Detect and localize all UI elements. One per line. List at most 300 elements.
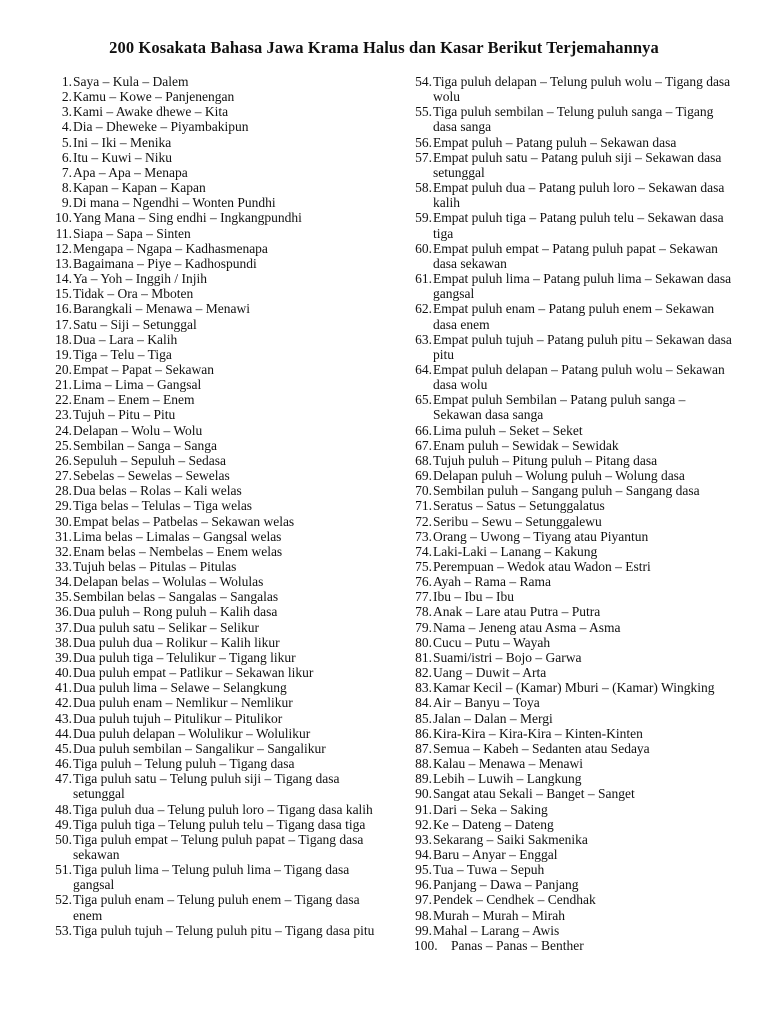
item-text: Delapan – Wolu – Wolu <box>73 422 203 438</box>
item-number: 36. <box>55 604 72 620</box>
item-number: 62. <box>415 301 432 317</box>
item-text: Tiga puluh delapan – Telung puluh wolu – Tigang dasa wolu <box>433 74 731 105</box>
list-item <box>414 301 732 331</box>
list-item <box>414 938 732 953</box>
list-item <box>414 74 732 104</box>
list-item <box>52 453 382 468</box>
item-number: 50. <box>55 831 72 847</box>
list-item <box>52 483 382 498</box>
item-number: 30. <box>55 513 72 529</box>
item-text: Apa – Apa – Menapa <box>73 164 188 180</box>
item-text: Tiga puluh satu – Telung puluh siji – Tigang dasa setunggal <box>73 771 340 802</box>
item-text: Dari – Seka – Saking <box>433 801 548 817</box>
list-item <box>414 695 732 710</box>
item-text: Empat belas – Patbelas – Sekawan welas <box>73 513 295 529</box>
item-number: 73. <box>415 528 432 544</box>
item-number: 93. <box>415 831 432 847</box>
item-text: Dua puluh tujuh – Pitulikur – Pitulikor <box>73 710 283 726</box>
item-number: 9. <box>61 195 72 211</box>
item-number: 92. <box>415 816 432 832</box>
list-item <box>52 226 382 241</box>
list-item <box>414 786 732 801</box>
list-item <box>52 892 382 922</box>
item-number: 16. <box>55 301 72 317</box>
item-number: 88. <box>415 756 432 772</box>
item-text: Tiga – Telu – Tiga <box>73 346 172 362</box>
item-text: Tiga puluh tiga – Telung puluh telu – Tigang dasa tiga <box>73 816 366 832</box>
list-item <box>52 498 382 513</box>
item-text: Tujuh belas – Pitulas – Pitulas <box>73 559 237 574</box>
item-text: Tiga puluh tujuh – Telung puluh pitu – Tigang dasa pitu <box>73 922 375 938</box>
item-number: 39. <box>55 649 72 665</box>
item-number: 11. <box>55 225 72 241</box>
list-item <box>414 559 732 574</box>
item-text: Tiga puluh lima – Telung puluh lima – Tigang dasa gangsal <box>73 862 350 893</box>
item-text: Sekarang – Saiki Sakmenika <box>433 831 588 847</box>
list-item <box>414 604 732 619</box>
item-number: 63. <box>415 331 432 347</box>
list-item <box>52 468 382 483</box>
list-item <box>52 438 382 453</box>
list-item <box>414 665 732 680</box>
item-number: 78. <box>415 604 432 620</box>
list-item <box>414 271 732 301</box>
item-number: 41. <box>55 680 72 696</box>
item-text: Dua puluh satu – Selikar – Selikur <box>73 619 259 635</box>
list-item <box>52 711 382 726</box>
item-number: 70. <box>415 483 432 499</box>
item-number: 38. <box>55 634 72 650</box>
item-text: Tiga puluh empat – Telung puluh papat – Tigang dasa sekawan <box>73 831 364 862</box>
item-text: Dua puluh empat – Patlikur – Sekawan likur <box>73 665 314 681</box>
list-item <box>52 256 382 271</box>
item-number: 33. <box>55 559 72 574</box>
item-text: Laki-Laki – Lanang – Kakung <box>433 543 598 559</box>
item-number: 76. <box>415 574 432 590</box>
list-item <box>52 301 382 316</box>
list-item <box>52 392 382 407</box>
item-number: 15. <box>55 286 72 302</box>
list-item <box>414 362 732 392</box>
item-number: 72. <box>415 513 432 529</box>
item-text: Empat puluh enam – Patang puluh enem – Sekawan dasa enem <box>433 301 715 332</box>
list-item <box>52 135 382 150</box>
item-number: 94. <box>415 846 432 862</box>
list-item <box>52 574 382 589</box>
item-number: 67. <box>415 437 432 453</box>
item-text: Dua puluh delapan – Wolulikur – Wolulikur <box>73 725 311 741</box>
list-item <box>52 650 382 665</box>
item-number: 48. <box>55 801 72 817</box>
item-number: 8. <box>61 180 72 196</box>
item-text: Tiga belas – Telulas – Tiga welas <box>73 498 253 514</box>
item-number: 34. <box>55 574 72 590</box>
item-number: 84. <box>415 695 432 711</box>
list-item <box>52 377 382 392</box>
item-number: 10. <box>55 210 72 226</box>
item-number: 82. <box>415 665 432 681</box>
item-number: 13. <box>55 255 72 271</box>
item-number: 28. <box>55 483 72 499</box>
item-text: Enam – Enem – Enem <box>73 392 195 408</box>
list-item <box>52 802 382 817</box>
list-item <box>414 892 732 907</box>
item-number: 96. <box>415 877 432 893</box>
item-number: 18. <box>55 331 72 347</box>
list-item <box>52 241 382 256</box>
list-item <box>52 665 382 680</box>
item-number: 61. <box>415 271 432 287</box>
item-number: 12. <box>55 240 72 256</box>
item-number: 44. <box>55 725 72 741</box>
item-number: 21. <box>55 377 72 393</box>
item-number: 40. <box>55 665 72 681</box>
item-text: Dua puluh – Rong puluh – Kalih dasa <box>73 604 278 620</box>
item-text: Delapan puluh – Wolung puluh – Wolung dasa <box>433 468 685 484</box>
item-number: 64. <box>415 361 432 377</box>
list-item <box>414 817 732 832</box>
list-item <box>414 514 732 529</box>
item-number: 86. <box>415 725 432 741</box>
list-item <box>52 741 382 756</box>
list-item <box>52 195 382 210</box>
list-item <box>52 680 382 695</box>
list-item <box>52 529 382 544</box>
list-item <box>414 135 732 150</box>
item-text: Tiga puluh – Telung puluh – Tigang dasa <box>73 756 295 772</box>
item-number: 56. <box>415 134 432 150</box>
item-text: Tujuh – Pitu – Pitu <box>73 407 176 423</box>
item-text: Suami/istri – Bojo – Garwa <box>433 649 582 665</box>
item-text: Seratus – Satus – Setunggalatus <box>433 498 605 514</box>
list-item <box>52 832 382 862</box>
item-text: Ayah – Rama – Rama <box>433 574 551 590</box>
list-item <box>52 559 382 574</box>
item-number: 23. <box>55 407 72 423</box>
item-number: 55. <box>415 104 432 120</box>
list-item <box>52 604 382 619</box>
item-number: 80. <box>415 634 432 650</box>
list-item <box>414 498 732 513</box>
list-item <box>52 74 382 89</box>
list-item <box>52 726 382 741</box>
item-text: Nama – Jeneng atau Asma – Asma <box>433 619 621 635</box>
item-number: 87. <box>415 740 432 756</box>
item-number: 24. <box>55 422 72 438</box>
item-text: Anak – Lare atau Putra – Putra <box>433 604 601 620</box>
list-item <box>52 620 382 635</box>
item-text: Panas – Panas – Benther <box>451 937 584 953</box>
list-item <box>52 271 382 286</box>
list-item <box>52 150 382 165</box>
list-item <box>414 438 732 453</box>
item-text: Empat puluh tiga – Patang puluh telu – Sekawan dasa tiga <box>433 210 724 241</box>
list-item <box>414 180 732 210</box>
list-item <box>414 529 732 544</box>
item-number: 53. <box>55 922 72 938</box>
item-number: 46. <box>55 756 72 772</box>
list-item <box>52 771 382 801</box>
item-number: 14. <box>55 271 72 287</box>
item-number: 35. <box>55 589 72 605</box>
item-number: 5. <box>61 134 72 150</box>
list-item <box>414 332 732 362</box>
list-item <box>414 802 732 817</box>
item-text: Pendek – Cendhek – Cendhak <box>433 892 596 908</box>
list-item <box>414 635 732 650</box>
item-text: Cucu – Putu – Wayah <box>433 634 551 650</box>
item-number: 26. <box>55 452 72 468</box>
list-item <box>52 362 382 377</box>
item-text: Sembilan – Sanga – Sanga <box>73 437 217 453</box>
list-item <box>414 544 732 559</box>
item-number: 4. <box>61 119 72 135</box>
item-number: 71. <box>415 498 432 514</box>
item-text: Sepuluh – Sepuluh – Sedasa <box>73 452 226 468</box>
item-text: Tiga puluh dua – Telung puluh loro – Tigang dasa kalih <box>73 801 373 817</box>
item-text: Ke – Dateng – Dateng <box>433 816 554 832</box>
list-item <box>52 180 382 195</box>
item-text: Ini – Iki – Menika <box>73 134 172 150</box>
item-text: Sembilan puluh – Sangang puluh – Sangang dasa <box>433 483 700 499</box>
item-text: Di mana – Ngendhi – Wonten Pundhi <box>73 195 276 211</box>
list-item <box>52 423 382 438</box>
item-text: Empat puluh Sembilan – Patang puluh sanga – Sekawan dasa sanga <box>433 392 686 423</box>
item-text: Kira-Kira – Kira-Kira – Kinten-Kinten <box>433 725 643 741</box>
word-list-left <box>52 74 382 938</box>
item-number: 51. <box>55 862 72 878</box>
item-text: Uang – Duwit – Arta <box>433 665 547 681</box>
item-text: Empat puluh – Patang puluh – Sekawan dasa <box>433 134 677 150</box>
item-number: 68. <box>415 452 432 468</box>
word-list-right <box>414 74 732 953</box>
item-number: 79. <box>415 619 432 635</box>
item-number: 98. <box>415 907 432 923</box>
item-number: 85. <box>415 710 432 726</box>
list-item <box>52 544 382 559</box>
item-number: 29. <box>55 498 72 514</box>
list-item <box>52 165 382 180</box>
list-item <box>414 847 732 862</box>
item-number: 75. <box>415 559 432 574</box>
item-number: 47. <box>55 771 72 787</box>
item-text: Dua puluh dua – Rolikur – Kalih likur <box>73 634 280 650</box>
item-number: 58. <box>415 180 432 196</box>
item-text: Empat puluh tujuh – Patang puluh pitu – Sekawan dasa pitu <box>433 331 732 362</box>
item-text: Kapan – Kapan – Kapan <box>73 180 206 196</box>
item-text: Empat puluh lima – Patang puluh lima – Sekawan dasa gangsal <box>433 271 732 302</box>
item-number: 42. <box>55 695 72 711</box>
list-item <box>414 210 732 240</box>
item-text: Seribu – Sewu – Setunggalewu <box>433 513 602 529</box>
list-item <box>414 741 732 756</box>
item-number: 3. <box>61 104 72 120</box>
list-item <box>52 119 382 134</box>
item-text: Bagaimana – Piye – Kadhospundi <box>73 255 257 271</box>
item-number: 17. <box>55 316 72 332</box>
item-text: Kamar Kecil – (Kamar) Mburi – (Kamar) Wingking <box>433 680 715 696</box>
item-text: Sembilan belas – Sangalas – Sangalas <box>73 589 279 605</box>
item-text: Dua – Lara – Kalih <box>73 331 178 347</box>
item-number: 43. <box>55 710 72 726</box>
item-number: 99. <box>415 922 432 938</box>
list-item <box>414 711 732 726</box>
list-item <box>414 680 732 695</box>
list-item <box>52 89 382 104</box>
list-item <box>414 150 732 180</box>
item-number: 6. <box>61 149 72 165</box>
list-item <box>414 468 732 483</box>
list-item <box>52 332 382 347</box>
item-number: 37. <box>55 619 72 635</box>
item-text: Dua puluh tiga – Telulikur – Tigang likur <box>73 649 296 665</box>
item-text: Ibu – Ibu – Ibu <box>433 589 514 605</box>
item-number: 60. <box>415 240 432 256</box>
list-item <box>52 286 382 301</box>
item-number: 32. <box>55 543 72 559</box>
list-item <box>414 620 732 635</box>
item-number: 57. <box>415 149 432 165</box>
item-number: 83. <box>415 680 432 696</box>
item-number: 27. <box>55 468 72 484</box>
item-text: Lebih – Luwih – Langkung <box>433 771 582 787</box>
item-text: Empat puluh dua – Patang puluh loro – Sekawan dasa kalih <box>433 180 725 211</box>
item-text: Tidak – Ora – Mboten <box>73 286 194 302</box>
list-item <box>52 635 382 650</box>
item-number: 49. <box>55 816 72 832</box>
item-text: Empat puluh satu – Patang puluh siji – Sekawan dasa setunggal <box>433 149 722 180</box>
item-number: 100. <box>414 937 438 953</box>
item-text: Orang – Uwong – Tiyang atau Piyantun <box>433 528 649 544</box>
list-item <box>414 756 732 771</box>
item-text: Jalan – Dalan – Mergi <box>433 710 553 726</box>
item-text: Dua puluh enam – Nemlikur – Nemlikur <box>73 695 293 711</box>
item-text: Kami – Awake dhewe – Kita <box>73 104 229 120</box>
list-item <box>414 908 732 923</box>
list-item <box>414 771 732 786</box>
item-text: Enam puluh – Sewidak – Sewidak <box>433 437 619 453</box>
list-item <box>414 423 732 438</box>
item-number: 22. <box>55 392 72 408</box>
list-item <box>52 923 382 938</box>
list-item <box>414 923 732 938</box>
item-text: Empat puluh empat – Patang puluh papat – Sekawan dasa sekawan <box>433 240 718 271</box>
item-text: Murah – Murah – Mirah <box>433 907 565 923</box>
item-text: Dua belas – Rolas – Kali welas <box>73 483 242 499</box>
item-text: Tiga puluh sembilan – Telung puluh sanga – Tigang dasa sanga <box>433 104 714 135</box>
item-text: Mengapa – Ngapa – Kadhasmenapa <box>73 240 268 256</box>
item-text: Kamu – Kowe – Panjenengan <box>73 89 235 105</box>
item-number: 89. <box>415 771 432 787</box>
item-number: 81. <box>415 649 432 665</box>
list-item <box>414 104 732 134</box>
list-item <box>414 483 732 498</box>
item-number: 7. <box>61 164 72 180</box>
item-number: 54. <box>415 74 432 89</box>
list-item <box>52 317 382 332</box>
list-item <box>52 756 382 771</box>
item-text: Lima – Lima – Gangsal <box>73 377 202 393</box>
item-text: Siapa – Sapa – Sinten <box>73 225 191 241</box>
list-item <box>414 862 732 877</box>
list-item <box>52 210 382 225</box>
item-text: Perempuan – Wedok atau Wadon – Estri <box>433 559 651 574</box>
item-text: Semua – Kabeh – Sedanten atau Sedaya <box>433 740 650 756</box>
list-item <box>414 832 732 847</box>
item-text: Empat puluh delapan – Patang puluh wolu – Sekawan dasa wolu <box>433 361 725 393</box>
page-title: 200 Kosakata Bahasa Jawa Krama Halus dan Kasar Berikut Terjemahannya <box>109 38 659 57</box>
item-text: Saya – Kula – Dalem <box>73 74 189 89</box>
item-text: Mahal – Larang – Awis <box>433 922 560 938</box>
item-text: Delapan belas – Wolulas – Wolulas <box>73 574 264 590</box>
item-text: Kalau – Menawa – Menawi <box>433 756 583 772</box>
list-item <box>52 862 382 892</box>
item-text: Sangat atau Sekali – Banget – Sanget <box>433 786 635 802</box>
item-text: Dia – Dheweke – Piyambakipun <box>73 119 249 135</box>
item-number: 69. <box>415 468 432 484</box>
list-item <box>414 877 732 892</box>
item-number: 74. <box>415 543 432 559</box>
item-text: Tujuh puluh – Pitung puluh – Pitang dasa <box>433 452 658 468</box>
list-item <box>52 347 382 362</box>
list-item <box>52 695 382 710</box>
item-number: 97. <box>415 892 432 908</box>
item-number: 1. <box>61 74 72 89</box>
item-number: 45. <box>55 740 72 756</box>
item-text: Barangkali – Menawa – Menawi <box>73 301 250 317</box>
item-text: Tua – Tuwa – Sepuh <box>433 862 545 878</box>
item-number: 20. <box>55 361 72 377</box>
item-number: 77. <box>415 589 432 605</box>
item-text: Enam belas – Nembelas – Enem welas <box>73 543 283 559</box>
item-number: 66. <box>415 422 432 438</box>
item-text: Dua puluh lima – Selawe – Selangkung <box>73 680 287 696</box>
list-item <box>414 726 732 741</box>
item-text: Baru – Anyar – Enggal <box>433 846 558 862</box>
list-item <box>414 392 732 422</box>
list-item <box>414 650 732 665</box>
item-number: 95. <box>415 862 432 878</box>
item-text: Tiga puluh enam – Telung puluh enem – Tigang dasa enem <box>73 892 360 923</box>
list-item <box>52 817 382 832</box>
item-text: Lima belas – Limalas – Gangsal welas <box>73 528 282 544</box>
item-text: Sebelas – Sewelas – Sewelas <box>73 468 230 484</box>
item-number: 91. <box>415 801 432 817</box>
list-item <box>414 241 732 271</box>
item-text: Dua puluh sembilan – Sangalikur – Sangalikur <box>73 740 326 756</box>
item-text: Air – Banyu – Toya <box>433 695 540 711</box>
item-text: Satu – Siji – Setunggal <box>73 316 197 332</box>
list-item <box>52 104 382 119</box>
item-number: 52. <box>55 892 72 908</box>
list-item <box>52 514 382 529</box>
item-number: 31. <box>55 528 72 544</box>
item-text: Lima puluh – Seket – Seket <box>433 422 583 438</box>
item-number: 90. <box>415 786 432 802</box>
list-item <box>52 407 382 422</box>
list-item <box>52 589 382 604</box>
list-item <box>414 589 732 604</box>
item-text: Itu – Kuwi – Niku <box>73 149 172 165</box>
item-text: Yang Mana – Sing endhi – Ingkangpundhi <box>73 210 302 226</box>
list-item <box>414 453 732 468</box>
item-text: Empat – Papat – Sekawan <box>73 361 214 377</box>
item-number: 25. <box>55 437 72 453</box>
item-number: 19. <box>55 346 72 362</box>
item-text: Panjang – Dawa – Panjang <box>433 877 579 893</box>
item-number: 59. <box>415 210 432 226</box>
item-number: 65. <box>415 392 432 408</box>
